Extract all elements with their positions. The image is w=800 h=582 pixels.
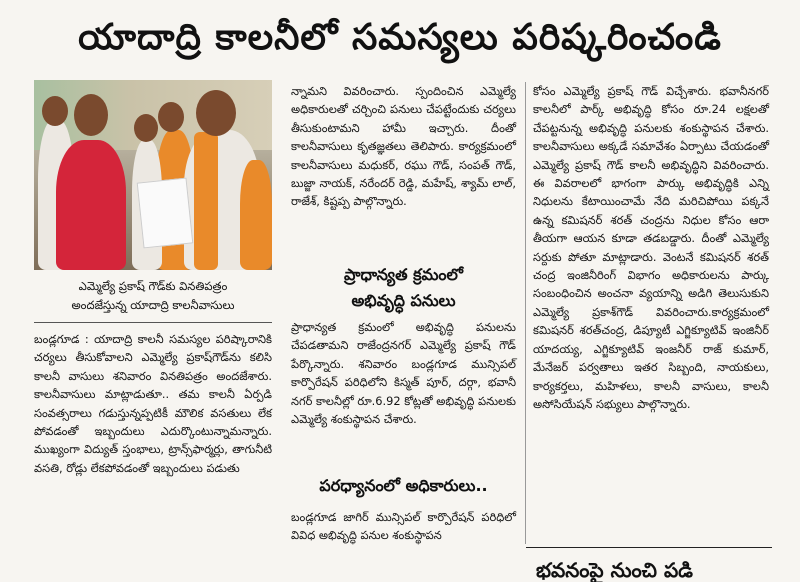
photo-man-red-shirt bbox=[56, 140, 126, 270]
next-article-headline: భవనంపై నుంచి పడి bbox=[536, 558, 693, 582]
article-paragraph: బండ్లగూడ : యాదాద్రి కాలనీ సమస్యల పరిష్కారానికి చర్యలు తీసుకోవాలని ఎమ్మెల్యే ప్రకాష్‌గౌడ్‌ను కలిసి కాలనీ వాసులు శనివారం వినతిపత్రం అందజేశారు. కాలనీవాసులు మాట్లాడుతూ.. తమ కాలనీ ఏర్పడి సంవత్సరాలు గడుస్తున్నప్పటికీ మౌలిక వసతులు లేక పోవడంతో ఇబ్బందులు ఎదుర్కొంటున్నామన్నారు. ముఖ్యంగా విద్యుత్ స్తంభాలు, ట్రాన్స్‌ఫార్మర్లు, తాగునీటి వసతి, రోడ్లు లేకపోవడంతో ఇబ్బందులు పడుతు bbox=[34, 332, 272, 475]
subheading-officials-distracted: పరధ్యానంలో అధికారులు.. bbox=[319, 476, 488, 495]
article-column-2b bbox=[291, 318, 516, 428]
article-paragraph: బండ్లగూడ జాగిర్ మున్సిపల్ కార్పొరేషన్ పరిధిలో వివిధ అభివృద్ధి పనుల శంకుస్థాపన bbox=[291, 510, 516, 543]
article-column-2 bbox=[291, 82, 516, 211]
photo-figure bbox=[240, 160, 272, 270]
photo-mla-head bbox=[196, 90, 236, 136]
photo-petition-paper bbox=[137, 178, 194, 249]
photo-figure-head bbox=[42, 96, 68, 126]
photo-figure-head bbox=[134, 114, 158, 142]
photo-figure-head bbox=[158, 102, 184, 132]
photo-man-red-shirt-head bbox=[74, 94, 108, 136]
news-photo bbox=[34, 80, 272, 270]
article-column-3 bbox=[533, 82, 769, 413]
headline: యాదాద్రి కాలనీలో సమస్యలు పరిష్కరించండి bbox=[78, 17, 722, 58]
caption-divider bbox=[34, 322, 272, 323]
article-column-2c bbox=[291, 508, 516, 545]
section-divider bbox=[526, 547, 772, 548]
article-paragraph: న్నామని వివరించారు. స్పందించిన ఎమ్మెల్యే అధికారులతో చర్చించి పనులు చేపట్టేందుకు చర్యలు తీసుకుంటామని హామీ ఇచ్చారు. దీంతో కాలనీవాసులు కృతజ్ఞతలు తెలిపారు. కార్యక్రమంలో కాలనీవాసులు మధుకర్, రఘు గౌడ్, సంపత్ గౌడ్, బుజ్జా నాయక్, నరేందర్ రెడ్డి, మహేష్, శ్యామ్ లాల్, రాజేశ్, కిష్టప్ప పాల్గొన్నారు. bbox=[291, 84, 516, 209]
subheading-development-works: ప్రాధాన్యత క్రమంలో అభివృద్ధి పనులు bbox=[344, 265, 463, 310]
photo-caption: ఎమ్మెల్యే ప్రకాష్ గౌడ్‌కు వినతిపత్రం అందజేస్తున్న యాదాద్రి కాలనీవాసులు bbox=[71, 279, 235, 312]
photo-mla-scarf bbox=[194, 132, 218, 270]
column-divider bbox=[525, 82, 526, 544]
article-column-1 bbox=[34, 330, 272, 477]
article-paragraph: ప్రాధాన్యత క్రమంలో అభివృద్ధి పనులను చేపడతామని రాజేంద్రనగర్ ఎమ్మెల్యే ప్రకాష్ గౌడ్ పేర్కొన్నారు. శనివారం బండ్లగూడ మున్సిపల్ కార్పొరేషన్ పరిధిలోని కిస్మత్ పూర్, దర్గా, భవానీ నగర్ కాలనీల్లో రూ.6.92 కోట్లతో అభివృద్ధి పనులకు ఎమ్మెల్యే శంకుస్థాపన చేశారు. bbox=[291, 320, 516, 427]
article-paragraph: కోసం ఎమ్మెల్యే ప్రకాష్ గౌడ్ విచ్చేశారు. భవానీనగర్ కాలనీలో పార్క్ అభివృద్ధి కోసం రూ.24 లక్షలతో చేపట్టనున్న అభివృద్ధి పనులకు శంకుస్థాపన చేశారు. కాలనీవాసులు అక్కడే సమావేశం ఏర్పాటు చేయడంతో ఎమ్మెల్యే ప్రకాష్ గౌడ్ కాలనీ అభివృద్ధిని వివరించారు. ఈ వివరాలలో భాగంగా పార్కు అభివృద్ధికి ఎన్ని నిధులను కేటాయించామే నేది మరిచిపోయి పక్కనే ఉన్న కమిషనర్ శరత్ చంద్రను నిధుల కోసం ఆరా తీయగా ఆయన కూడా తడబడ్డారు. దీంతో ఎమ్మెల్యే సర్దుకు పోతూ మాట్లాడారు. వెంటనే కమిషనర్ శరత్ చంద్ర ఇంజినీరింగ్ విభాగం అధికారులను పార్కు సంబంధించిన అంచనా వ్యయాన్ని అడిగి తెలుసుకుని ఎమ్మెల్యే ప్రకాశ్‌గౌడ్ వివరించారు.కార్యక్రమంలో కమిషనర్ శరత్‌చంద్ర, డిప్యూటీ ఎగ్జిక్యూటివ్ ఇంజినీర్ యాదయ్య, ఎగ్జిక్యూటివ్ ఇంజనీర్ రాజ్ కుమార్, మేనేజర్ పర్వతాలు ఇతర సిబ్బంది, నాయకులు, కార్యకర్తలు, మహిళలు, కాలనీ వాసులు, కాలనీ అసోసియేషన్ సభ్యులు పాల్గొన్నారు. bbox=[533, 84, 769, 411]
